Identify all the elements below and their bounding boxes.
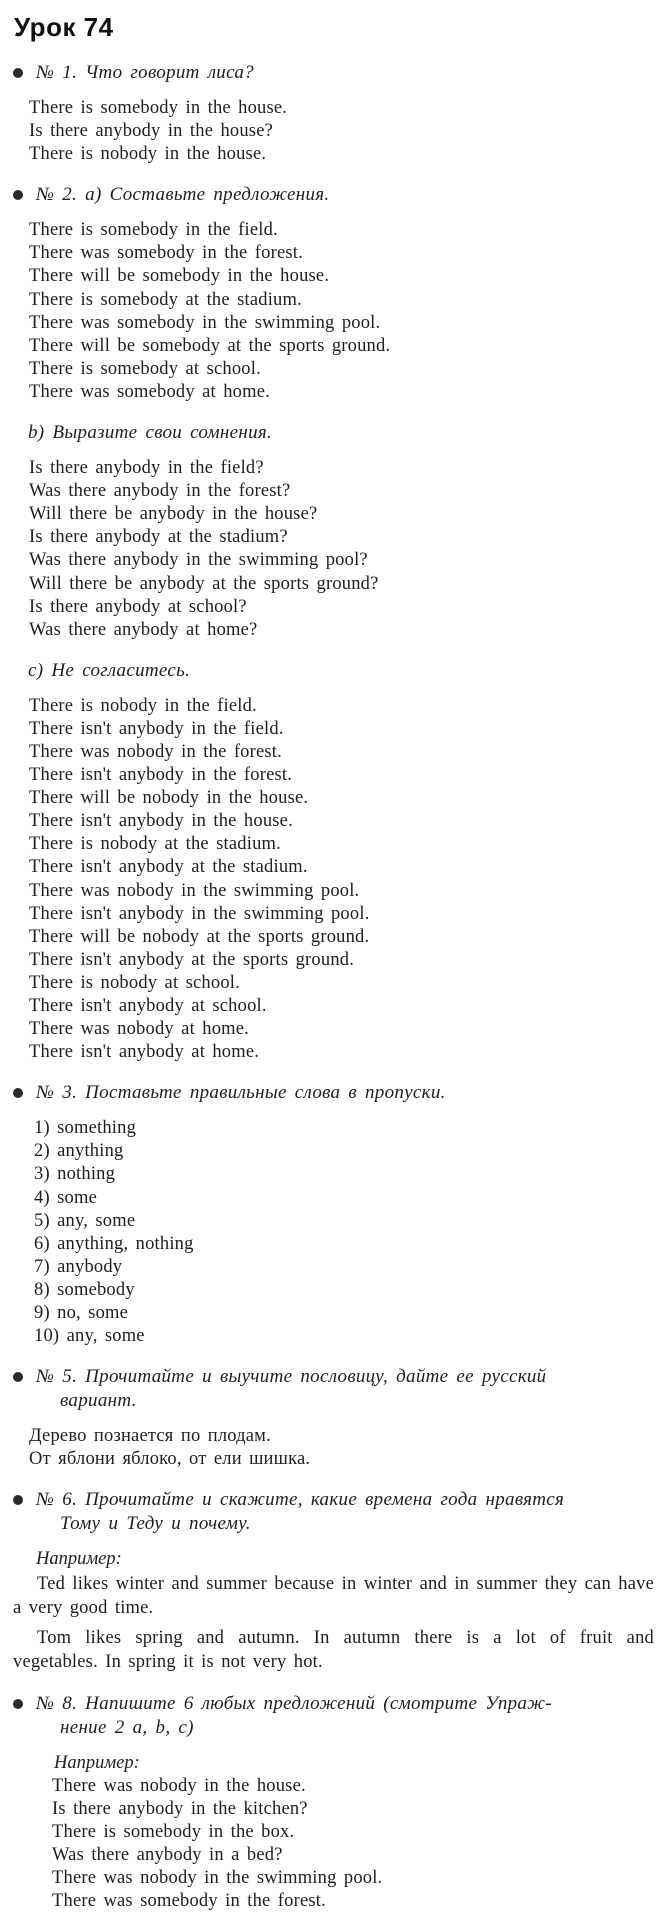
text-line: There is nobody in the field. [29, 695, 257, 716]
exercise-2c-heading [12, 659, 656, 683]
exercise-6-answers [12, 1572, 656, 1675]
text-line: Is there anybody in the field? [29, 458, 264, 479]
text-line: Will there be anybody in the house? [29, 504, 318, 525]
exercise-1 [12, 61, 656, 166]
text-line: There will be somebody in the house. [29, 266, 330, 287]
exercise-3 [12, 1081, 656, 1348]
numbered-answer: 10) any, some [34, 1326, 145, 1347]
heading-line: № 1. Что говорит лиса? [36, 62, 254, 83]
numbered-answer: 7) anybody [34, 1256, 123, 1277]
heading-line: b) Выразите свои сомнения. [28, 422, 273, 444]
text-line: There isn't anybody at the stadium. [29, 857, 308, 878]
exercise-1-answers [12, 97, 656, 166]
heading-line: c) Не согласитесь. [28, 659, 191, 681]
bullet-icon [13, 68, 23, 78]
text-line: There will be nobody in the house. [29, 788, 309, 809]
proverb-line: От яблони яблоко, от ели шишка. [29, 1449, 311, 1470]
exercise-6-heading [12, 1488, 656, 1536]
text-line: There was nobody at home. [29, 1019, 249, 1040]
exercise-5-heading [12, 1365, 656, 1413]
exercise-5 [12, 1365, 656, 1471]
exercise-6 [12, 1488, 656, 1674]
numbered-answer: 4) some [34, 1187, 97, 1208]
heading-line: № 3. Поставьте правильные слова в пропуски. [36, 1082, 446, 1104]
text-line: There is somebody at the stadium. [29, 289, 302, 310]
exercise-2b-heading [12, 421, 656, 445]
text-line: Was there anybody in the forest? [29, 481, 291, 502]
text-line: There is nobody at the stadium. [29, 834, 281, 855]
numbered-answer: 6) anything, nothing [34, 1233, 194, 1254]
text-line: There was somebody in the forest. [29, 243, 303, 264]
text-line: There isn't anybody in the field. [29, 718, 284, 739]
exercise-2a-heading [12, 183, 656, 207]
example-label: Например: [36, 1549, 122, 1570]
exercise-2a-answers [12, 219, 656, 404]
numbered-answer: 5) any, some [34, 1210, 136, 1231]
heading-line: нение 2 a, b, c) [60, 1716, 194, 1738]
numbered-answer: 8) somebody [34, 1279, 135, 1300]
exercise-1-heading [12, 61, 656, 85]
text-line: There was somebody at home. [29, 381, 270, 402]
text-line: There is nobody at school. [29, 972, 240, 993]
exercise-8-heading [12, 1692, 656, 1740]
text-line: There is somebody at school. [29, 358, 261, 379]
text-line: There was nobody in the swimming pool. [52, 1867, 383, 1888]
heading-line: № 5. Прочитайте и выучите пословицу, дайте ее русский [36, 1366, 547, 1388]
exercise-2a [12, 183, 656, 404]
text-line: Is there anybody at the stadium? [29, 527, 288, 548]
text-line: There is somebody in the box. [52, 1821, 295, 1842]
text-line: There was nobody in the swimming pool. [29, 880, 360, 901]
exercise-2b-answers [12, 457, 656, 642]
bullet-icon [13, 1699, 23, 1709]
text-line: Will there be anybody at the sports ground? [29, 573, 379, 594]
text-line: There will be nobody at the sports ground. [29, 926, 370, 947]
paragraph: Tom likes spring and autumn. In autumn there is a lot of fruit and vegetables. In spring it is not very hot. [13, 1627, 654, 1672]
text-line: There is somebody in the field. [29, 220, 278, 241]
text-line: There isn't anybody at the sports ground. [29, 949, 355, 970]
numbered-answer: 1) something [34, 1118, 137, 1139]
exercise-3-answers [12, 1117, 656, 1348]
proverb-line: Дерево познается по плодам. [29, 1426, 271, 1447]
text-line: Is there anybody in the house? [29, 121, 274, 142]
text-line: There is nobody in the house. [29, 144, 267, 165]
heading-line: № 6. Прочитайте и скажите, какие времена года нравятся [36, 1489, 565, 1511]
text-line: There isn't anybody in the swimming pool. [29, 903, 370, 924]
text-line: Was there anybody in a bed? [52, 1844, 283, 1865]
text-line: There isn't anybody at school. [29, 996, 267, 1016]
example-label: Например: [54, 1752, 140, 1773]
text-line: There isn't anybody at home. [29, 1042, 260, 1063]
text-line: There isn't anybody in the forest. [29, 765, 293, 786]
page-title: Урок 74 [14, 12, 114, 42]
numbered-answer: 3) nothing [34, 1164, 116, 1185]
text-line: There was nobody in the forest. [29, 741, 282, 762]
text-line: There was somebody in the swimming pool. [29, 312, 381, 333]
exercise-5-answers [12, 1425, 656, 1471]
exercise-2c [12, 659, 656, 1065]
heading-line: Тому и Теду и почему. [60, 1513, 251, 1535]
text-line: Was there anybody at home? [29, 619, 258, 640]
exercise-3-heading [12, 1081, 656, 1105]
paragraph: Ted likes winter and summer because in winter and in summer they can have a very good time. [13, 1573, 654, 1618]
text-line: There was nobody in the house. [52, 1775, 306, 1796]
exercise-2b [12, 421, 656, 642]
text-line: There isn't anybody in the house. [29, 811, 293, 832]
text-line: Was there anybody in the swimming pool? [29, 550, 368, 571]
text-line: Is there anybody in the kitchen? [52, 1798, 308, 1819]
exercise-8 [12, 1692, 656, 1913]
numbered-answer: 2) anything [34, 1141, 124, 1162]
text-line: Is there anybody at school? [29, 596, 247, 617]
text-line: There is somebody in the house. [29, 98, 288, 118]
numbered-answer: 9) no, some [34, 1303, 129, 1324]
exercise-8-answers [12, 1775, 656, 1913]
heading-line: вариант. [60, 1390, 137, 1412]
heading-line: № 8. Напишите 6 любых предложений (смотрите Упраж- [36, 1692, 552, 1714]
text-line: There will be somebody at the sports ground. [29, 335, 391, 356]
text-line: There was somebody in the forest. [52, 1891, 326, 1912]
exercise-2c-answers [12, 695, 656, 1065]
heading-line: № 2. а) Составьте предложения. [36, 184, 330, 206]
